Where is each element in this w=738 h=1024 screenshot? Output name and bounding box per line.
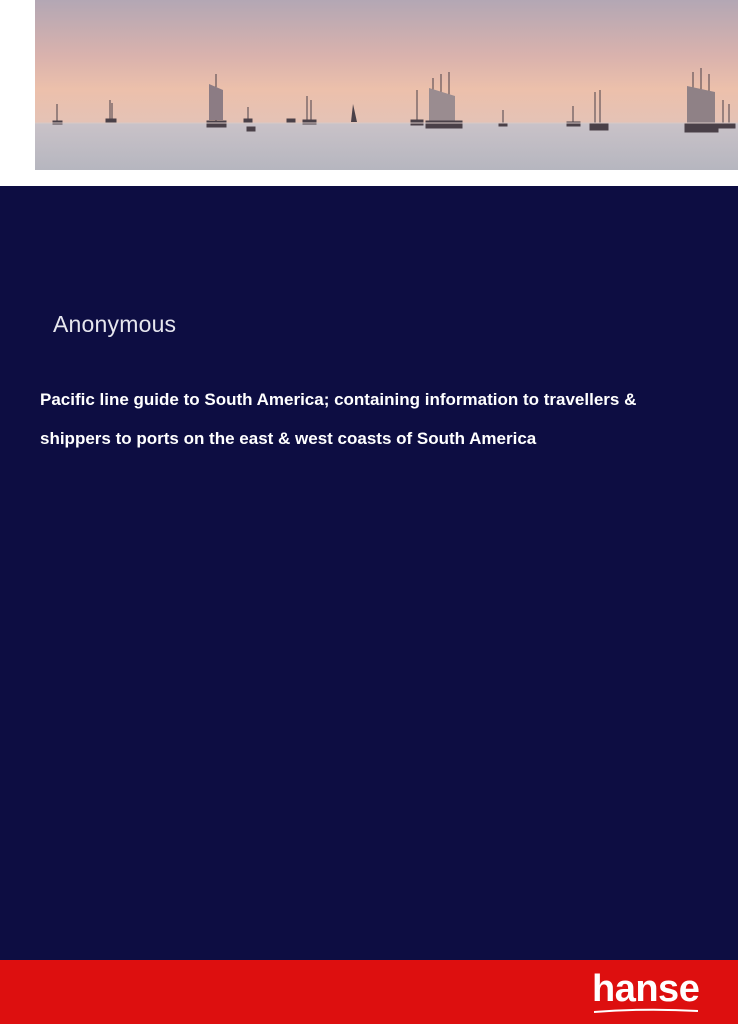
cover-panel bbox=[0, 186, 738, 960]
top-band bbox=[0, 0, 738, 186]
publisher-logo: hanse bbox=[592, 968, 700, 1010]
author-name: Anonymous bbox=[53, 311, 177, 337]
book-title: Pacific line guide to South America; containing information to travellers & shippers to ports on the east & west coasts of South America bbox=[40, 390, 637, 448]
logo-swoosh-icon bbox=[594, 1008, 698, 1014]
cover-photo bbox=[35, 0, 738, 170]
